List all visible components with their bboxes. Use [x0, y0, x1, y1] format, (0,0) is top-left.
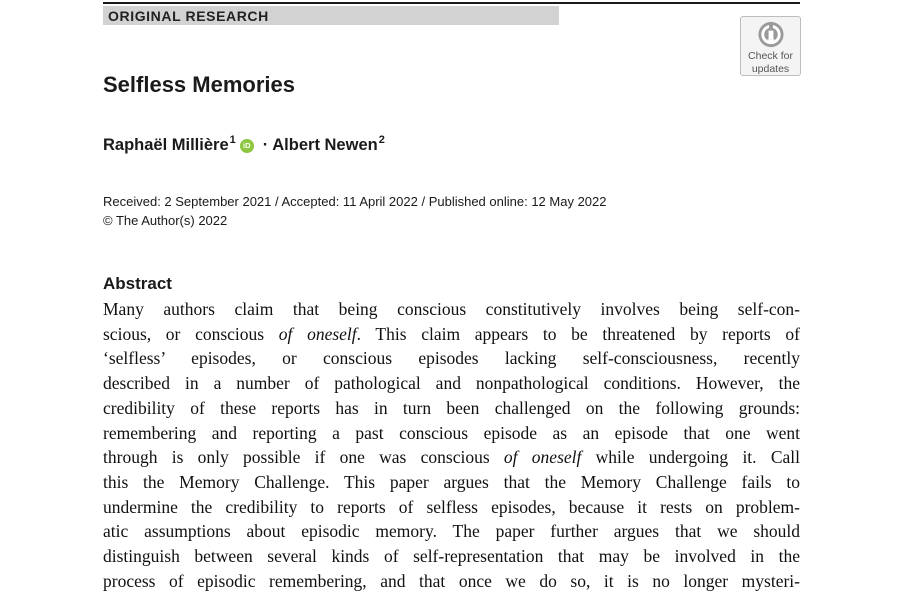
abstract-line: [103, 495, 800, 520]
abstract-line: [103, 322, 800, 347]
emphasis-text: of oneself: [503, 447, 582, 468]
abstract-text: while undergoing it. Call: [581, 447, 800, 468]
abstract-text: undermine the credibility to reports of selfless episodes, because it rests on problem-: [103, 496, 800, 517]
abstract-text: Many authors claim that being conscious constitutively involves being self-con-: [103, 299, 800, 319]
abstract-text: process of episodic remembering, and that once we do so, it is no longer mysteri-: [103, 570, 800, 591]
author-name[interactable]: Raphaël Millière: [103, 136, 229, 154]
abstract-text: remembering and reporting a past conscious episode as an episode that one went: [103, 422, 800, 443]
author-name[interactable]: Albert Newen: [272, 136, 378, 154]
abstract-line: [103, 569, 800, 594]
abstract-text: through is only possible if one was conscious: [103, 447, 504, 468]
abstract-line: [103, 421, 800, 446]
abstract-line: [103, 346, 800, 371]
abstract-line: [103, 470, 800, 495]
abstract-text: credibility of these reports has in turn been challenged on the following grounds:: [103, 397, 800, 418]
section-label-band: [103, 6, 559, 25]
dates-line: Received: 2 September 2021 / Accepted: 11 April 2022 / Published online: 12 May 2022: [103, 194, 607, 209]
abstract-text: . This claim appears to be threatened by reports of: [356, 323, 800, 344]
abstract-text: distinguish between several kinds of self-representation that may be involved in the: [103, 546, 800, 567]
abstract-line: [103, 519, 800, 544]
author-line: [103, 133, 385, 155]
emphasis-text: of oneself: [278, 323, 357, 344]
abstract-heading: Abstract: [103, 274, 172, 293]
abstract-line: [103, 297, 800, 322]
abstract-text: ‘selfless’ episodes, or conscious episodes lacking self-consciousness, recently: [103, 348, 800, 369]
badge-text-line1: Check for: [748, 50, 793, 62]
abstract-line: [103, 445, 800, 470]
author-affiliation: 1: [229, 133, 236, 146]
orcid-icon[interactable]: iD: [240, 139, 254, 153]
abstract-text: atic assumptions about episodic memory. The paper further argues that we should: [103, 521, 800, 542]
publication-dates: [103, 192, 606, 230]
header-rule: [103, 2, 800, 4]
abstract-text: scious, or conscious: [103, 323, 279, 344]
abstract-text: described in a number of pathological and nonpathological conditions. However, the: [103, 373, 800, 394]
section-label: ORIGINAL RESEARCH: [108, 7, 269, 24]
author-separator: ·: [262, 136, 269, 154]
abstract-body: [103, 297, 800, 593]
check-for-updates-badge[interactable]: [740, 16, 801, 76]
author-affiliation: 2: [378, 133, 385, 146]
badge-text-line2: updates: [751, 63, 790, 75]
abstract-line: [103, 396, 800, 421]
abstract-line: [103, 544, 800, 569]
copyright-line: © The Author(s) 2022: [103, 213, 228, 228]
abstract-text: this the Memory Challenge. This paper argues that the Memory Challenge fails to: [103, 471, 800, 492]
crossmark-icon: [756, 20, 786, 49]
abstract-line: [103, 371, 800, 396]
paper-title: Selfless Memories: [103, 72, 295, 97]
